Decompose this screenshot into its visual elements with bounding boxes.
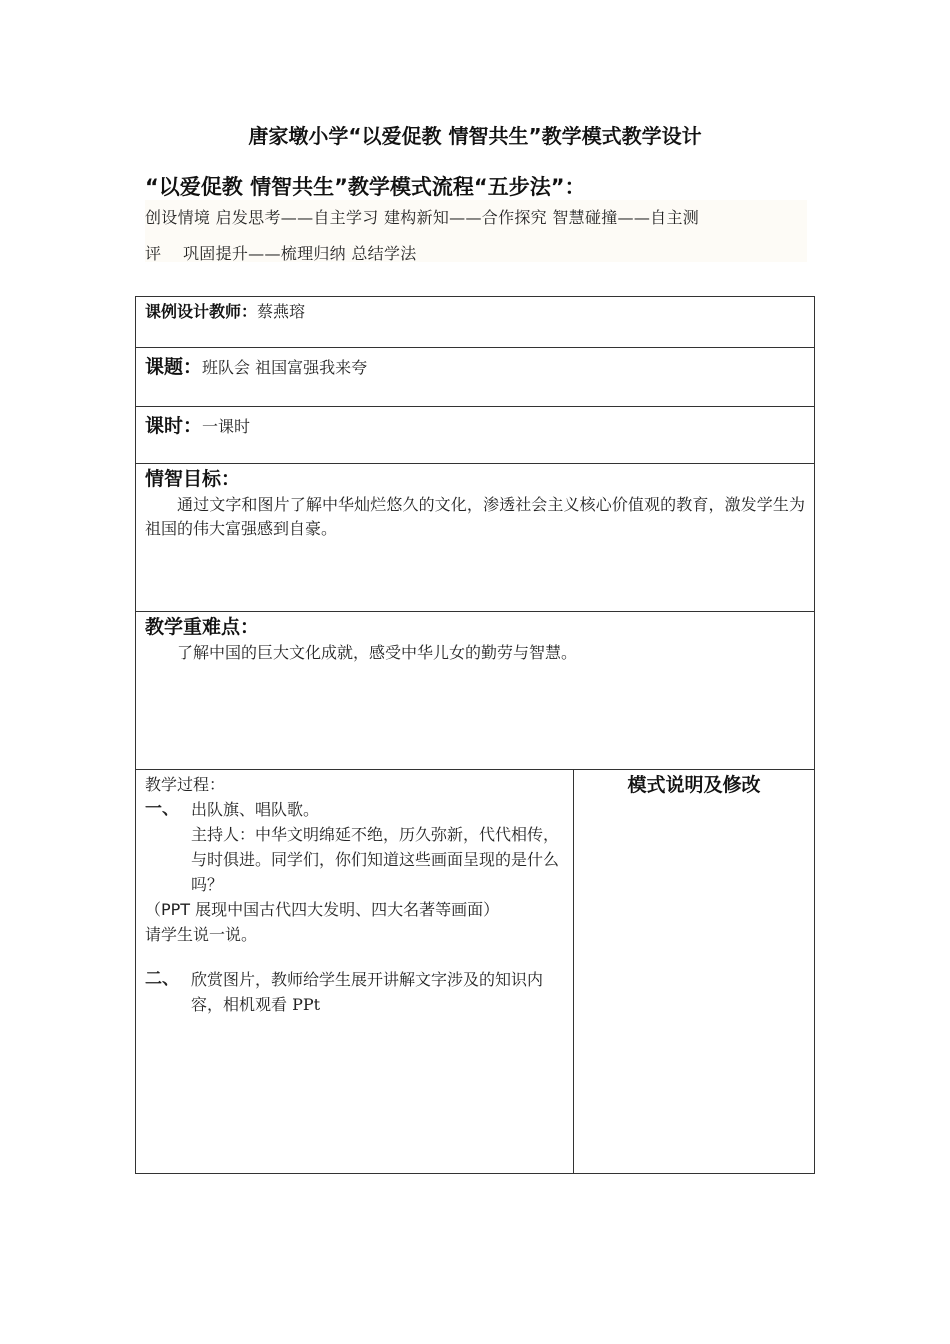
- teacher-row: [136, 297, 814, 348]
- hours-row: [136, 407, 814, 464]
- teacher-label: 课例设计教师：: [145, 302, 258, 321]
- document-title: 唐家墩小学“以爱促教 情智共生”教学模式教学设计: [248, 124, 702, 148]
- goal-row: [136, 464, 814, 612]
- spacer: [145, 947, 565, 967]
- flow-steps-text: [145, 200, 807, 262]
- topic-row: [136, 348, 814, 407]
- key-points-text: 了解中国的巨大文化成就，感受中华儿女的勤劳与智慧。: [177, 643, 578, 662]
- step-2-title: 欣赏图片，教师给学生展开讲解文字涉及的知识内容，相机观看 PPt: [191, 970, 544, 1014]
- topic-label: 课题：: [145, 356, 203, 378]
- step-1-title: 出队旗、唱队歌。: [191, 800, 320, 819]
- flow-steps-line-1: 创设情境 启发思考——自主学习 建构新知——合作探究 智慧碰撞——自主测: [145, 208, 700, 227]
- flow-steps-line-2: 评 巩固提升——梳理归纳 总结学法: [145, 244, 417, 263]
- student-note: 请学生说一说。: [145, 925, 258, 944]
- hours-value: 一课时: [202, 417, 251, 436]
- flow-heading: “以爱促教 情智共生”教学模式流程“五步法”：: [145, 175, 586, 199]
- ppt-note: （PPT 展现中国古代四大发明、四大名著等画面）: [145, 900, 500, 919]
- process-label: 教学过程：: [145, 775, 226, 794]
- step-1: [145, 797, 565, 822]
- process-column: [136, 770, 574, 1173]
- key-points-label: 教学重难点：: [145, 616, 260, 638]
- step-2-number: 二、: [145, 969, 179, 989]
- topic-value: 班队会 祖国富强我来夸: [202, 358, 368, 377]
- mode-notes-label: 模式说明及修改: [627, 774, 761, 796]
- goal-text: 通过文字和图片了解中华灿烂悠久的文化，渗透社会主义核心价值观的教育，激发学生为祖国的伟大富强感到自豪。: [145, 495, 805, 538]
- step-1-detail: 主持人：中华文明绵延不绝，历久弥新，代代相传，与时俱进。同学们，你们知道这些画面呈现的是什么吗？: [191, 825, 560, 894]
- mode-notes-column: [574, 770, 814, 1173]
- process-row: [136, 770, 814, 1173]
- key-points-row: [136, 612, 814, 770]
- step-2: [145, 967, 565, 1017]
- goal-label: 情智目标：: [145, 468, 241, 490]
- lesson-design-table: [135, 296, 815, 1174]
- step-1-number: 一、: [145, 799, 179, 819]
- teacher-name: 蔡燕瑢: [257, 302, 306, 321]
- hours-label: 课时：: [145, 415, 203, 437]
